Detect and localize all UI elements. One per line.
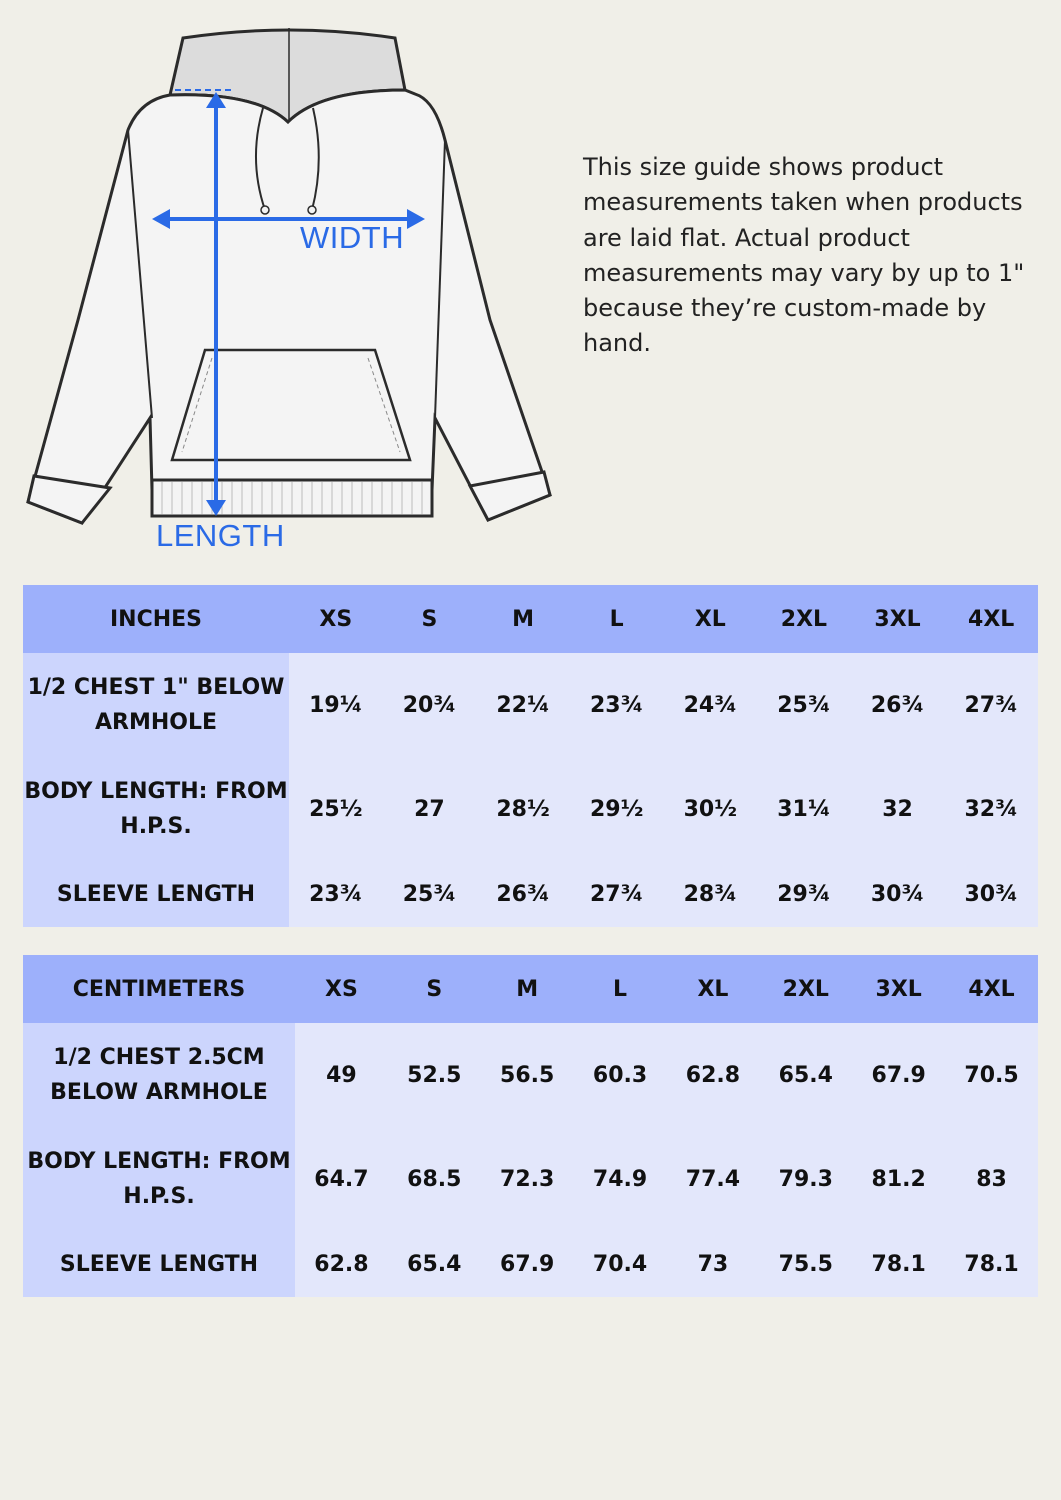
table-cell: 65.4 bbox=[388, 1231, 481, 1297]
unit-header: INCHES bbox=[23, 585, 289, 653]
table-cell: 32 bbox=[851, 757, 945, 861]
table-row bbox=[23, 1127, 1038, 1231]
size-guide-description: This size guide shows product measurements taken when products are laid flat. Actual product measurements may vary by up to 1" because they’re custom-made by hand. bbox=[583, 153, 1025, 358]
table-cell: 27 bbox=[383, 757, 477, 861]
table-cell: 19¼ bbox=[289, 653, 383, 757]
table-cell: 28½ bbox=[476, 757, 570, 861]
row-label: 1/2 CHEST 2.5CM BELOW ARMHOLE bbox=[23, 1023, 295, 1127]
size-header: L bbox=[570, 585, 664, 653]
size-header: XS bbox=[295, 955, 388, 1023]
size-header: M bbox=[481, 955, 574, 1023]
table-header-row bbox=[23, 585, 1038, 653]
table-cell: 83 bbox=[945, 1127, 1038, 1231]
table-cell: 30½ bbox=[664, 757, 758, 861]
size-header: XL bbox=[664, 585, 758, 653]
row-label: 1/2 CHEST 1" BELOW ARMHOLE bbox=[23, 653, 289, 757]
size-header: 2XL bbox=[757, 585, 851, 653]
size-header: S bbox=[383, 585, 477, 653]
table-cell: 75.5 bbox=[759, 1231, 852, 1297]
size-header: 4XL bbox=[945, 955, 1038, 1023]
table-row bbox=[23, 1231, 1038, 1297]
table-cell: 62.8 bbox=[667, 1023, 760, 1127]
table-cell: 81.2 bbox=[852, 1127, 945, 1231]
unit-header: CENTIMETERS bbox=[23, 955, 295, 1023]
table-cell: 20¾ bbox=[383, 653, 477, 757]
row-label: SLEEVE LENGTH bbox=[23, 861, 289, 927]
table-cell: 62.8 bbox=[295, 1231, 388, 1297]
table-cell: 23¾ bbox=[289, 861, 383, 927]
table-cell: 26¾ bbox=[476, 861, 570, 927]
table-cell: 67.9 bbox=[852, 1023, 945, 1127]
table-cell: 73 bbox=[667, 1231, 760, 1297]
size-header: 2XL bbox=[759, 955, 852, 1023]
size-header: 4XL bbox=[944, 585, 1038, 653]
size-header: XL bbox=[667, 955, 760, 1023]
table-row bbox=[23, 757, 1038, 861]
table-cell: 25¾ bbox=[757, 653, 851, 757]
table-cell: 56.5 bbox=[481, 1023, 574, 1127]
table-cell: 78.1 bbox=[945, 1231, 1038, 1297]
table-cell: 77.4 bbox=[667, 1127, 760, 1231]
table-cell: 78.1 bbox=[852, 1231, 945, 1297]
size-header: S bbox=[388, 955, 481, 1023]
size-header: 3XL bbox=[852, 955, 945, 1023]
table-cell: 68.5 bbox=[388, 1127, 481, 1231]
length-label: LENGTH bbox=[156, 518, 285, 553]
table-cell: 70.5 bbox=[945, 1023, 1038, 1127]
table-cell: 30¾ bbox=[851, 861, 945, 927]
row-label: BODY LENGTH: FROM H.P.S. bbox=[23, 757, 289, 861]
width-label: WIDTH bbox=[300, 220, 405, 255]
table-cell: 65.4 bbox=[759, 1023, 852, 1127]
inches-size-table bbox=[23, 585, 1038, 927]
table-cell: 22¼ bbox=[476, 653, 570, 757]
table-cell: 29½ bbox=[570, 757, 664, 861]
table-cell: 31¼ bbox=[757, 757, 851, 861]
table-cell: 79.3 bbox=[759, 1127, 852, 1231]
table-cell: 49 bbox=[295, 1023, 388, 1127]
table-cell: 27¾ bbox=[944, 653, 1038, 757]
table-cell: 25½ bbox=[289, 757, 383, 861]
table-row bbox=[23, 653, 1038, 757]
table-cell: 74.9 bbox=[574, 1127, 667, 1231]
table-cell: 32¾ bbox=[944, 757, 1038, 861]
table-cell: 67.9 bbox=[481, 1231, 574, 1297]
table-cell: 60.3 bbox=[574, 1023, 667, 1127]
size-header: L bbox=[574, 955, 667, 1023]
table-cell: 30¾ bbox=[944, 861, 1038, 927]
table-cell: 27¾ bbox=[570, 861, 664, 927]
table-cell: 28¾ bbox=[664, 861, 758, 927]
table-cell: 29¾ bbox=[757, 861, 851, 927]
centimeters-size-table bbox=[23, 955, 1038, 1297]
hoodie-illustration bbox=[20, 20, 570, 560]
row-label: BODY LENGTH: FROM H.P.S. bbox=[23, 1127, 295, 1231]
size-header: XS bbox=[289, 585, 383, 653]
table-cell: 70.4 bbox=[574, 1231, 667, 1297]
table-cell: 26¾ bbox=[851, 653, 945, 757]
row-label: SLEEVE LENGTH bbox=[23, 1231, 295, 1297]
table-cell: 23¾ bbox=[570, 653, 664, 757]
table-cell: 24¾ bbox=[664, 653, 758, 757]
size-header: M bbox=[476, 585, 570, 653]
table-row bbox=[23, 861, 1038, 927]
table-cell: 64.7 bbox=[295, 1127, 388, 1231]
size-header: 3XL bbox=[851, 585, 945, 653]
table-row bbox=[23, 1023, 1038, 1127]
table-cell: 72.3 bbox=[481, 1127, 574, 1231]
table-cell: 25¾ bbox=[383, 861, 477, 927]
table-cell: 52.5 bbox=[388, 1023, 481, 1127]
table-header-row bbox=[23, 955, 1038, 1023]
